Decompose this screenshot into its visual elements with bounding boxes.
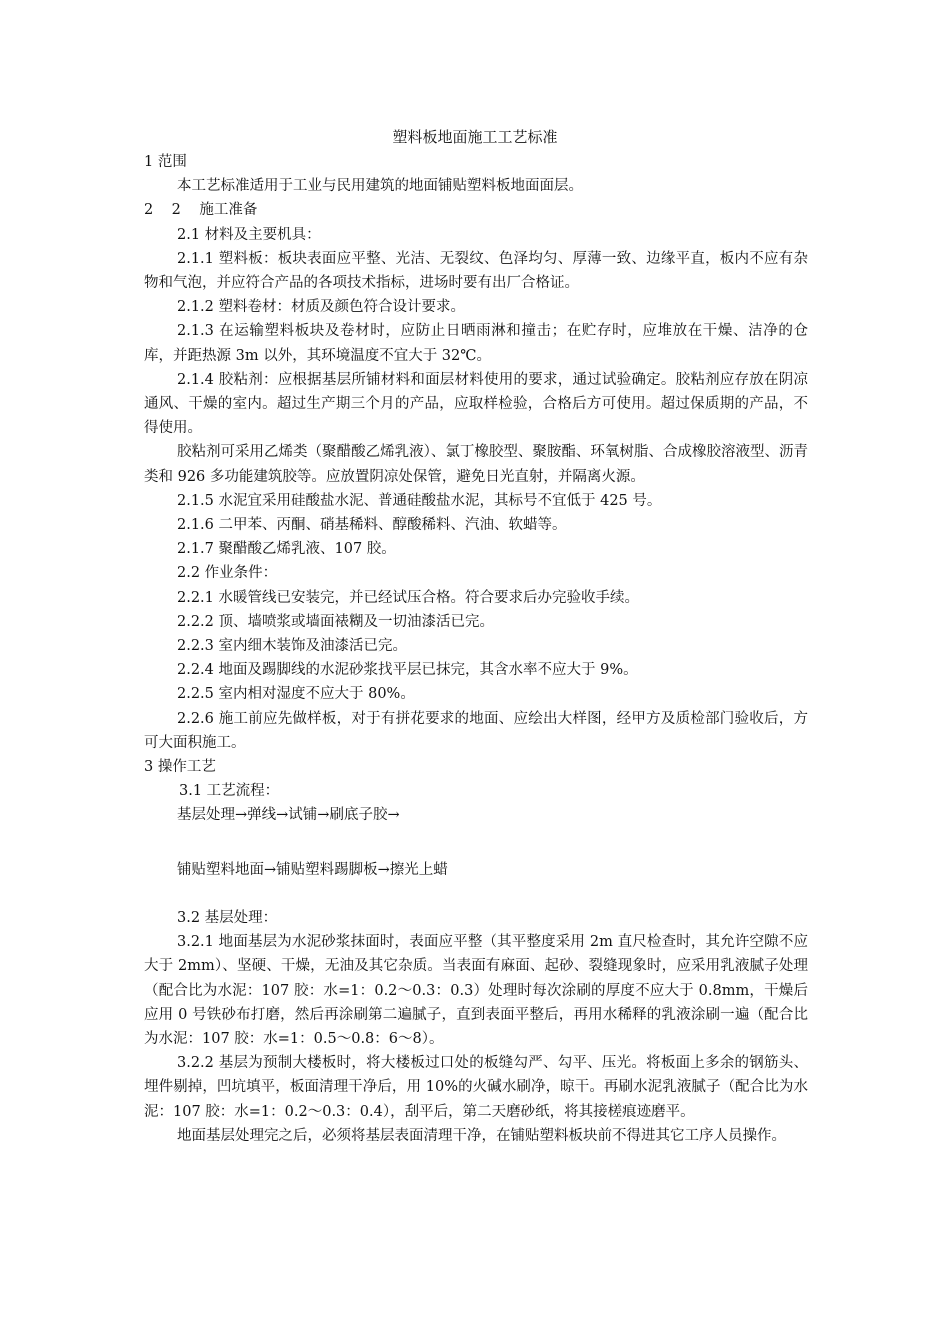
paragraph: 3.2.2 基层为预制大楼板时，将大楼板过口处的板缝勾严、勾平、压光。将板面上多余的钢筋头、埋件剔掉，凹坑填平，板面清理干净后，用 10%的火碱水刷净，晾干。再刷水泥乳液腻子（配合比为水泥：107 胶：水=1：0.2～0.3：0.4），刮平后，第二天磨砂纸，将其接槎痕迹磨平。: [144, 1055, 808, 1120]
paragraph: 2.1.3 在运输塑料板块及卷材时，应防止日晒雨淋和撞击；在贮存时，应堆放在干燥、洁净的仓库，并距热源 3m 以外，其环境温度不宜大于 32℃。: [144, 323, 808, 364]
paragraph: 2.1.1 塑料板：板块表面应平整、光洁、无裂纹、色泽均匀、厚薄一致、边缘平直，板内不应有杂物和气泡，并应符合产品的各项技术指标，进场时要有出厂合格证。: [144, 250, 808, 292]
subsection-heading: 2.1 材料及主要机具：: [177, 226, 321, 243]
paragraph: 3.2.1 地面基层为水泥砂浆抹面时，表面应平整（其平整度采用 2m 直尺检查时，其允许空隙不应大于 2mm）、坚硬、干燥，无油及其它杂质。当表面有麻面、起砂、裂缝现象时，应采用乳液腻子处理（配合比为水泥：107 胶：水=1：0.2～0.3：0.3）处理时每次涂刷的厚度不应大于 0.8mm，干燥后应用 0 号铁砂布打磨，然后再涂刷第二遍腻子，直到表面平整后，再用水稀释的乳液涂刷一遍（配合比为水泥：107 胶：水=1：0.5～0.8：6～8）。: [144, 934, 808, 1047]
document-title: 塑料板地面施工工艺标准: [392, 128, 558, 146]
section-heading-1: 1 范围: [144, 154, 187, 170]
subsection-heading: 3.2 基层处理：: [177, 909, 278, 926]
paragraph: 胶粘剂可采用乙烯类（聚醋酸乙烯乳液）、氯丁橡胶型、聚胺酯、环氧树脂、合成橡胶溶液型、沥青类和 926 多功能建筑胶等。应放置阴凉处保管，避免日光直射，并隔离火源。: [144, 444, 808, 485]
process-flow-line-1: 基层处理→弹线→试铺→刷底子胶→: [177, 807, 400, 824]
subsection-heading: 2.2 作业条件：: [177, 565, 278, 582]
paragraph: 本工艺标准适用于工业与民用建筑的地面铺贴塑料板地面面层。: [177, 178, 583, 195]
subsection-heading: 3.1 工艺流程：: [179, 783, 280, 800]
spacer: [144, 882, 808, 906]
paragraph: 2.2.6 施工前应先做样板，对于有拼花要求的地面、应绘出大样图，经甲方及质检部门验收后，方可大面积施工。: [144, 710, 808, 751]
paragraph: 2.2.3 室内细木装饰及油漆活已完。: [177, 638, 408, 655]
paragraph: 2.1.7 聚醋酸乙烯乳液、107 胶。: [177, 541, 396, 558]
spacer: [144, 828, 808, 858]
paragraph: 地面基层处理完之后，必须将基层表面清理干净，在铺贴塑料板块前不得进其它工序人员操作。: [177, 1127, 786, 1144]
section-heading-2: 2 2 施工准备: [144, 202, 258, 219]
paragraph: 2.2.1 水暖管线已安装完，并已经试压合格。符合要求后办完验收手续。: [177, 589, 640, 606]
paragraph: 2.2.5 室内相对湿度不应大于 80%。: [177, 686, 415, 703]
paragraph: 2.1.4 胶粘剂：应根据基层所铺材料和面层材料使用的要求，通过试验确定。胶粘剂应存放在阴凉通风、干燥的室内。超过生产期三个月的产品，应取样检验，合格后方可使用。超过保质期的产品，不得使用。: [144, 371, 808, 437]
paragraph: 2.1.6 二甲苯、丙酮、硝基稀料、醇酸稀料、汽油、软蜡等。: [177, 517, 567, 534]
document-body: [144, 150, 808, 1148]
paragraph: 2.1.2 塑料卷材：材质及颜色符合设计要求。: [177, 299, 466, 316]
paragraph: 2.1.5 水泥宜采用硅酸盐水泥、普通硅酸盐水泥，其标号不宜低于 425 号。: [177, 492, 662, 509]
paragraph: 2.2.4 地面及踢脚线的水泥砂浆找平层已抹完，其含水率不应大于 9%。: [177, 662, 638, 679]
paragraph: 2.2.2 顶、墙喷浆或墙面裱糊及一切油漆活已完。: [177, 613, 495, 630]
section-heading-3: 3 操作工艺: [144, 759, 216, 776]
process-flow-line-2: 铺贴塑料地面→铺贴塑料踢脚板→擦光上蜡: [177, 861, 448, 878]
